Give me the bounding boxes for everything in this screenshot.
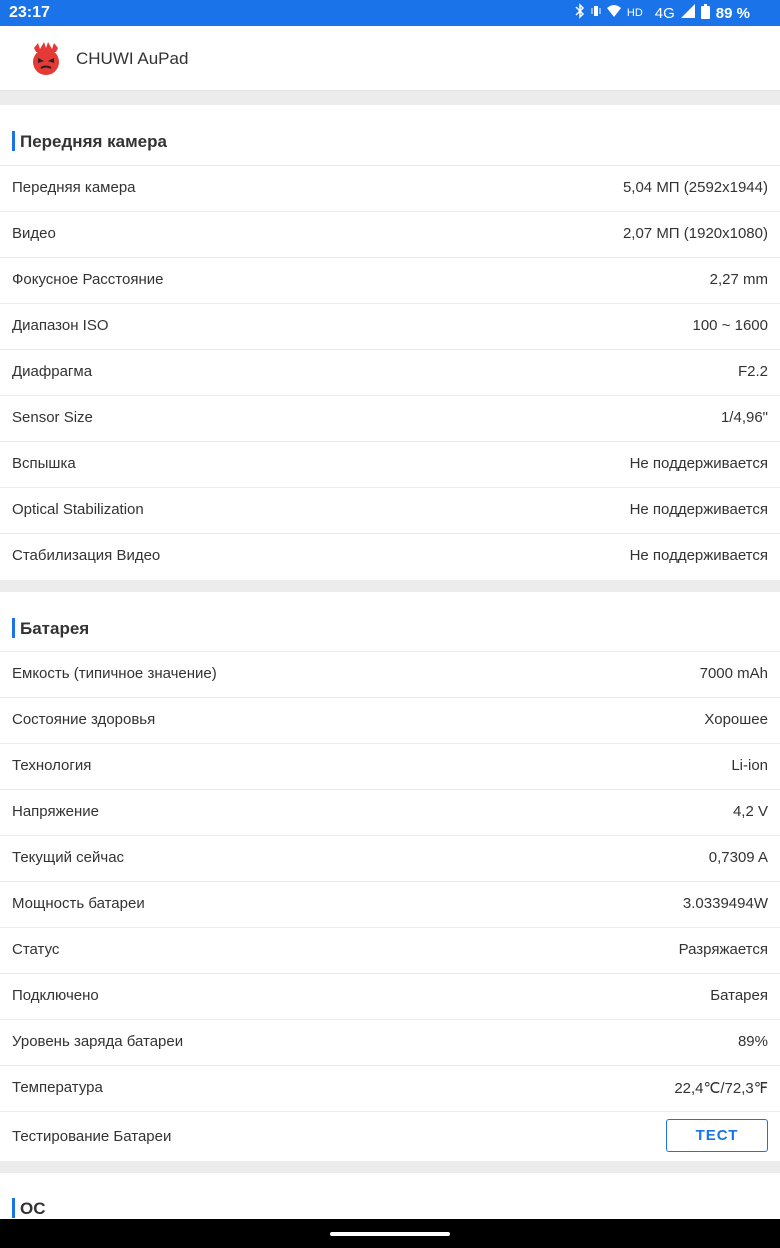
antutu-logo-icon — [28, 40, 64, 76]
status-time: 23:17 — [9, 4, 50, 21]
spec-value: Li-ion — [731, 757, 768, 774]
spec-label: Фокусное Расстояние — [12, 271, 164, 288]
section-divider — [0, 580, 780, 592]
status-bar — [0, 0, 780, 26]
section-divider — [0, 91, 780, 105]
section-title-os: ОС — [20, 1199, 46, 1218]
home-gesture-handle[interactable] — [330, 1232, 450, 1236]
vibrate-icon — [591, 3, 601, 23]
spec-label: Sensor Size — [12, 409, 93, 426]
spec-value: 22,4℃/72,3℉ — [674, 1080, 768, 1097]
spec-row — [0, 1019, 780, 1065]
spec-row — [0, 651, 780, 697]
spec-value: Батарея — [710, 987, 768, 1004]
spec-row — [0, 927, 780, 973]
spec-value: 100 ~ 1600 — [692, 317, 768, 334]
spec-row — [0, 697, 780, 743]
spec-row — [0, 441, 780, 487]
spec-value: Разряжается — [678, 941, 768, 958]
spec-value: 1/4,96" — [720, 409, 768, 426]
app-bar — [0, 26, 780, 91]
spec-row — [0, 395, 780, 441]
signal-icon — [681, 4, 695, 22]
battery-icon — [701, 4, 710, 23]
spec-row — [0, 211, 780, 257]
battery-percent: 89 % — [715, 4, 750, 22]
spec-label: Видео — [12, 225, 56, 242]
spec-row — [0, 973, 780, 1019]
spec-value: 89% — [737, 1033, 768, 1050]
spec-label: Optical Stabilization — [12, 501, 144, 518]
spec-label: Тестирование Батареи — [12, 1128, 172, 1145]
spec-label: Состояние здоровья — [12, 711, 156, 728]
section-title-battery: Батарея — [20, 619, 90, 638]
spec-row — [0, 165, 780, 211]
spec-value: Не поддерживается — [629, 455, 768, 472]
spec-label: Текущий сейчас — [12, 849, 125, 866]
spec-label: Передняя камера — [12, 179, 136, 196]
spec-row — [0, 257, 780, 303]
spec-value: Не поддерживается — [629, 501, 768, 518]
spec-label: Уровень заряда батареи — [12, 1033, 184, 1050]
section-accent-bar — [12, 131, 15, 151]
spec-row — [0, 789, 780, 835]
battery-test-button[interactable]: ТЕСТ — [666, 1119, 768, 1152]
wifi-icon — [607, 4, 621, 22]
spec-value: 2,27 mm — [709, 271, 768, 288]
spec-row — [0, 881, 780, 927]
app-title: CHUWI AuPad — [76, 49, 189, 68]
spec-label: Мощность батареи — [12, 895, 145, 912]
spec-row — [0, 835, 780, 881]
spec-value: 3.0339494W — [682, 895, 768, 912]
spec-label: Подключено — [12, 987, 99, 1004]
spec-label: Технология — [12, 757, 92, 774]
spec-label: Диапазон ISO — [12, 317, 109, 334]
spec-row — [0, 487, 780, 533]
hd-label: HD — [626, 7, 643, 19]
spec-row — [0, 743, 780, 789]
spec-row — [0, 349, 780, 395]
section-accent-bar — [12, 1198, 15, 1218]
section-accent-bar — [12, 618, 15, 638]
spec-value: 7000 mAh — [699, 665, 768, 682]
spec-value: F2.2 — [737, 363, 768, 380]
navigation-bar — [0, 1219, 780, 1248]
spec-row — [0, 1065, 780, 1111]
section-title-front-camera: Передняя камера — [20, 132, 167, 151]
spec-value: Не поддерживается — [629, 547, 768, 564]
spec-label: Напряжение — [12, 803, 99, 820]
spec-value: 0,7309 A — [708, 849, 768, 866]
section-divider — [0, 1161, 780, 1173]
spec-row — [0, 533, 780, 579]
spec-label: Диафрагма — [12, 363, 93, 380]
spec-label: Стабилизация Видео — [12, 547, 161, 564]
spec-label: Вспышка — [12, 455, 76, 472]
spec-value: 5,04 МП (2592x1944) — [622, 179, 768, 196]
spec-label: Статус — [12, 941, 60, 958]
bluetooth-icon — [575, 3, 585, 23]
spec-value: Хорошее — [704, 711, 768, 728]
spec-row — [0, 303, 780, 349]
spec-label: Температура — [12, 1079, 103, 1096]
spec-value: 4,2 V — [732, 803, 768, 820]
spec-value: 2,07 МП (1920x1080) — [622, 225, 768, 242]
spec-label: Емкость (типичное значение) — [12, 665, 217, 682]
status-icons — [575, 3, 750, 23]
battery-test-row — [0, 1111, 780, 1161]
network-label: 4G — [654, 4, 675, 22]
